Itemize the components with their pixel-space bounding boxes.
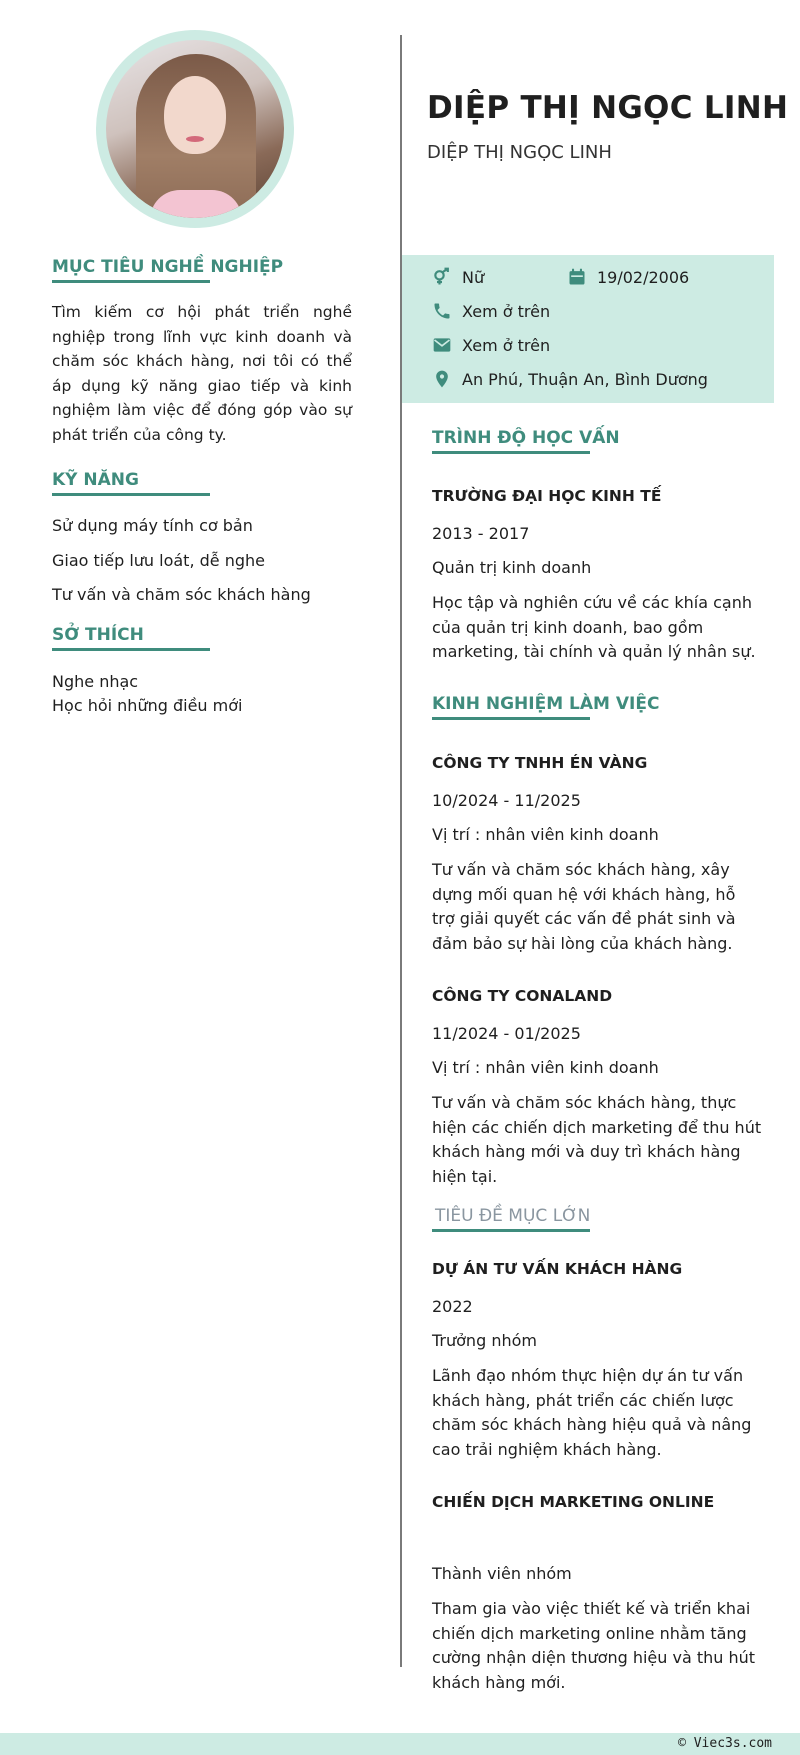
avatar: [106, 40, 284, 218]
job-period: 11/2024 - 01/2025: [432, 1024, 581, 1043]
contact-phone[interactable]: Xem ở trên: [432, 301, 550, 321]
job-desc: Tư vấn và chăm sóc khách hàng, xây dựng mối quan hệ với khách hàng, hỗ trợ giải quyết các vấn đề phát sinh và đảm bảo sự hài lòng của khách hàng.: [432, 860, 736, 953]
education-major: Quản trị kinh doanh: [432, 558, 592, 577]
contact-email[interactable]: Xem ở trên: [432, 335, 550, 355]
job-period: 10/2024 - 11/2025: [432, 791, 581, 810]
contact-birthday: 19/02/2006: [567, 267, 689, 287]
email-icon: [432, 335, 452, 355]
hobby-item: Nghe nhạc: [52, 672, 139, 691]
hobbies-title: SỞ THÍCH: [52, 625, 144, 651]
job-company: CÔNG TY TNHH ÉN VÀNG: [432, 754, 648, 772]
skill-item: Sử dụng máy tính cơ bản: [52, 516, 253, 535]
education-school: TRƯỜNG ĐẠI HỌC KINH TẾ: [432, 487, 662, 505]
footer-bar: [0, 1733, 800, 1755]
gender-icon: [432, 267, 452, 287]
job-position: Vị trí : nhân viên kinh doanh: [432, 1058, 659, 1077]
project-name: CHIẾN DỊCH MARKETING ONLINE: [432, 1493, 715, 1511]
skills-title: KỸ NĂNG: [52, 470, 139, 496]
education-title: TRÌNH ĐỘ HỌC VẤN: [432, 428, 620, 454]
project-role: Thành viên nhóm: [432, 1564, 572, 1583]
skill-item: Tư vấn và chăm sóc khách hàng: [52, 585, 311, 604]
sub-name: DIỆP THỊ NGỌC LINH: [427, 142, 612, 163]
calendar-icon: [567, 267, 587, 287]
contact-gender: Nữ: [432, 267, 484, 287]
contact-panel: [402, 255, 774, 403]
project-role: Trưởng nhóm: [432, 1331, 537, 1350]
project-desc: Tham gia vào việc thiết kế và triển khai chiến dịch marketing online nhằm tăng cường nhận diện thương hiệu và thu hút khách hàng mới.: [432, 1599, 756, 1692]
job-desc: Tư vấn và chăm sóc khách hàng, thực hiện các chiến dịch marketing để thu hút khách hàng mới và duy trì khách hàng hiện tại.: [432, 1093, 762, 1186]
education-desc: Học tập và nghiên cứu về các khía cạnh của quản trị kinh doanh, bao gồm marketing, tài chính và quản lý nhân sự.: [432, 593, 756, 662]
objective-title: MỤC TIÊU NGHỀ NGHIỆP: [52, 257, 283, 283]
skill-item: Giao tiếp lưu loát, dễ nghe: [52, 551, 265, 570]
project-name: DỰ ÁN TƯ VẤN KHÁCH HÀNG: [432, 1260, 683, 1278]
hobbies-list: [52, 670, 242, 718]
education-period: 2013 - 2017: [432, 524, 530, 543]
job-position: Vị trí : nhân viên kinh doanh: [432, 825, 659, 844]
objective-text: Tìm kiếm cơ hội phát triển nghề nghiệp trong lĩnh vực kinh doanh và chăm sóc khách hàng, nơi tôi có thể áp dụng kỹ năng giao tiếp và kinh nghiệm làm việc để đóng góp vào sự phát triển của công ty.: [52, 303, 352, 444]
experience-title: KINH NGHIỆM LÀM VIỆC: [432, 694, 659, 720]
location-icon: [432, 369, 452, 389]
project-year: 2022: [432, 1297, 473, 1316]
projects-title: TIÊU ĐỀ MỤC LỚN: [432, 1206, 590, 1232]
contact-address: An Phú, Thuận An, Bình Dương: [432, 369, 708, 389]
project-desc: Lãnh đạo nhóm thực hiện dự án tư vấn khách hàng, phát triển các chiến lược chăm sóc khách hàng hiệu quả và nâng cao trải nghiệm khách hàng.: [432, 1366, 752, 1459]
phone-icon: [432, 301, 452, 321]
hobby-item: Học hỏi những điều mới: [52, 696, 243, 715]
job-company: CÔNG TY CONALAND: [432, 987, 613, 1005]
footer-credit[interactable]: © Viec3s.com: [678, 1736, 772, 1751]
full-name: DIỆP THỊ NGỌC LINH: [427, 90, 789, 126]
